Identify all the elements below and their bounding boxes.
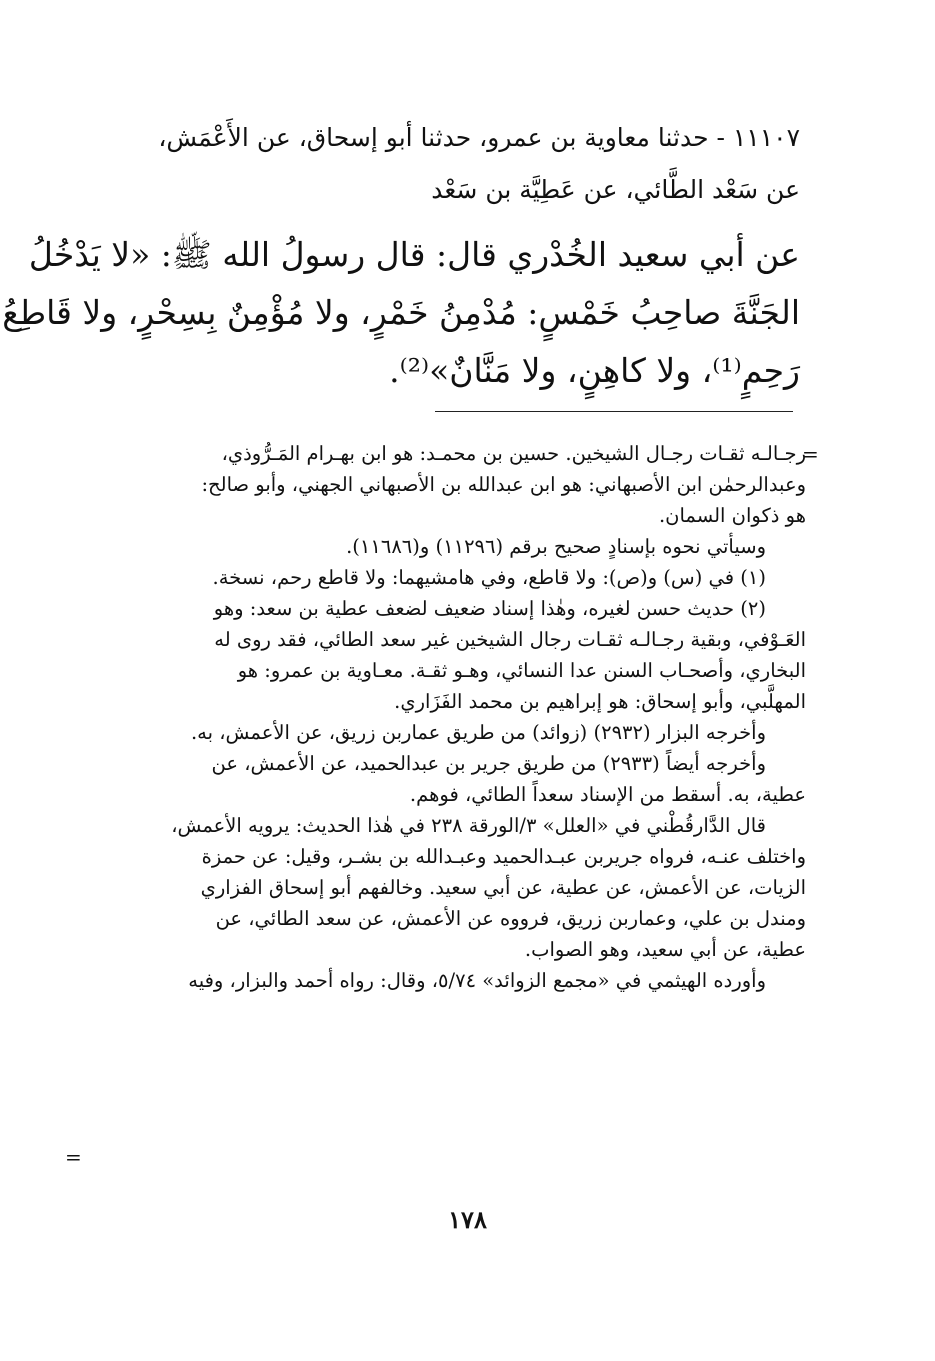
matn-line: رَحِمٍ⁽¹⁾، ولا كاهِنٍ، ولا مَنَّانٌ»⁽²⁾. — [389, 351, 800, 390]
footnote-line: رجـالـه ثقـات رجـال الشيخين. حسين بن محمـد: هو ابن بهـرام المَـرُّوذي، — [221, 442, 806, 465]
footnote-line: وأخرجه أيضاً (٢٩٣٣) من طريق جرير بن عبدالحميد، عن الأعمش، عن — [211, 752, 766, 775]
footnote-line: البخاري، وأصحـاب السنن عدا النسائي، وهـو ثقـة. معـاوية بن عمرو: هو — [237, 659, 806, 682]
footnote-line: (٢) حديث حسن لغيره، وهٰذا إسناد ضعيف لضعف عطية بن سعد: وهو — [213, 597, 766, 620]
footnote-line: الزيات، عن الأعمش، عن عطية، عن أبي سعيد. وخالفهم أبو إسحاق الفزاري — [200, 876, 806, 899]
continuation-mark-bottom: = — [65, 1145, 82, 1169]
footnote-line: وأورده الهيثمي في «مجمع الزوائد» ٥/٧٤، وقال: رواه أحمد والبزار، وفيه — [188, 969, 766, 992]
footnote-line: عطية، به. أسقط من الإسناد سعداً الطائي، فوهم. — [409, 783, 806, 806]
matn-line: عن أبي سعيد الخُدْري قال: قال رسولُ الله ﷺ: «لا يَدْخُلُ — [28, 235, 800, 274]
footnote-line: وأخرجه البزار (٢٩٣٢) (زوائد) من طريق عماربن زريق، عن الأعمش، به. — [190, 721, 766, 744]
footnote-line: (١) في (س) و(ص): ولا قاطع، وفي هامشيهما: ولا قاطع رحم، نسخة. — [212, 566, 766, 589]
hadith-matn — [2, 226, 800, 400]
footnote-line: وسيأتي نحوه بإسنادٍ صحيح برقم (١١٢٩٦) و(١١٦٨٦). — [346, 535, 766, 558]
footnote-line: العَـوْفي، وبقية رجـالـه ثقـات رجال الشيخين غير سعد الطائي، فقد روى له — [214, 628, 806, 651]
footnote-line: قال الدَّارقُطْني في «العلل» ٣/الورقة ٢٣٨ في هٰذا الحديث: يرويه الأعمش، — [171, 814, 766, 837]
footnote-separator — [435, 411, 793, 412]
footnotes — [80, 438, 806, 996]
isnad-line: ١١١٠٧ - حدثنا معاوية بن عمرو، حدثنا أبو إسحاق، عن الأَعْمَش، — [158, 123, 800, 152]
hadith-isnad — [80, 112, 800, 216]
footnote-line: عطية، عن أبي سعيد، وهو الصواب. — [524, 938, 806, 961]
page-number: ١٧٨ — [448, 1205, 487, 1234]
footnote-line: وعبدالرحمٰن ابن الأصبهاني: هو ابن عبدالله بن الأصبهاني الجهني، وأبو صالح: — [201, 473, 806, 496]
matn-line: الجَنَّةَ صاحِبُ خَمْسٍ: مُدْمِنُ خَمْرٍ، ولا مُؤْمِنٌ بِسِحْرٍ، ولا قَاطِعُ — [2, 293, 800, 332]
footnote-line: هو ذكوان السمان. — [658, 504, 806, 527]
isnad-line: عن سَعْد الطَّائي، عن عَطِيَّة بن سَعْد — [431, 175, 800, 204]
footnote-line: واختلف عنـه، فرواه جريربن عبـدالحميد وعبـدالله بن بشـر، وقيل: عن حمزة — [201, 845, 806, 868]
continuation-mark-top: = — [802, 442, 819, 466]
footnote-line: المهلَّبي، وأبو إسحاق: هو إبراهيم بن محمد الفَزَاري. — [394, 690, 806, 713]
footnote-line: ومندل بن علي، وعماربن زريق، فرووه عن الأعمش، عن سعد الطائي، عن — [215, 907, 806, 930]
